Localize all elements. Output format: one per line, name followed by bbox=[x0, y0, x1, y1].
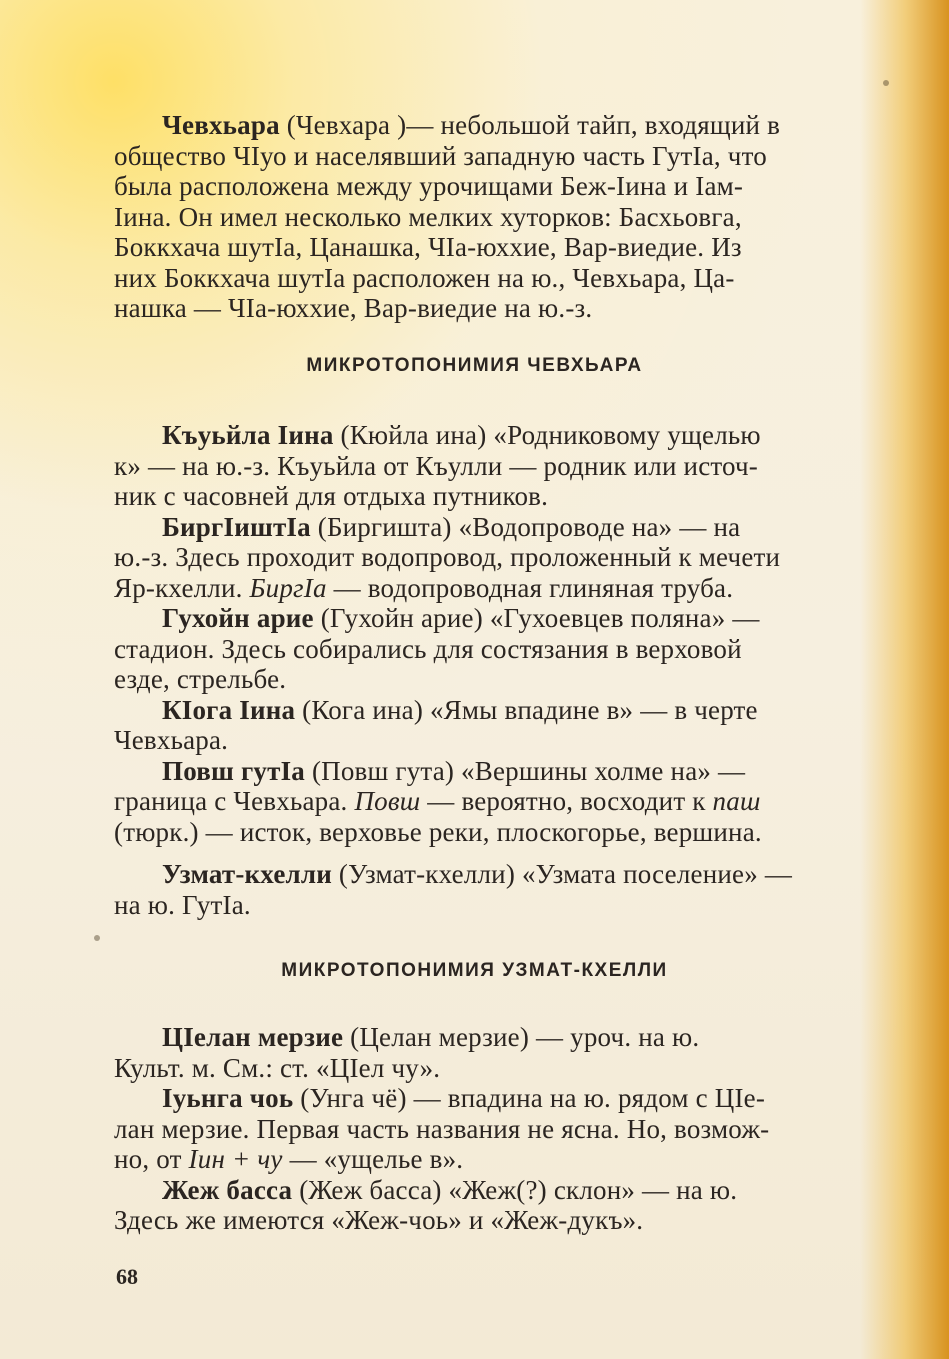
intro-line bbox=[114, 110, 930, 141]
entry-text: граница с Чевхьара. bbox=[114, 786, 355, 816]
entry-line bbox=[114, 1144, 930, 1175]
entry-line: Культ. м. См.: ст. «ЦIел чу». bbox=[114, 1052, 441, 1083]
section-heading-uzmat-khelli: МИКРОТОПОНИМИЯ УЗМАТ-КХЕЛЛИ bbox=[281, 960, 668, 981]
page-number: 68 bbox=[116, 1264, 138, 1289]
entry-line: стадион. Здесь собирались для состязания в верховой bbox=[114, 633, 742, 664]
entry-line bbox=[114, 1022, 930, 1053]
entry-line bbox=[114, 695, 930, 726]
entry-term: ЦIелан мерзие bbox=[162, 1022, 344, 1052]
entry-line bbox=[114, 1175, 930, 1206]
entry-line bbox=[114, 859, 930, 890]
intro-line: была расположена между урочищами Беж-Iина и Iам- bbox=[114, 171, 744, 201]
entry-term: Къуьйла Iина bbox=[162, 420, 334, 450]
print-speck bbox=[883, 80, 889, 86]
entry-line bbox=[114, 420, 930, 451]
entry-text: — «ущелье в». bbox=[282, 1144, 464, 1174]
intro-line: Боккхача шутIа, Цанашка, ЧIа-юххие, Вар-виедие. Из bbox=[114, 232, 742, 262]
entry-line: ю.-з. Здесь проходит водопровод, проложенный к мечети bbox=[114, 542, 781, 572]
entry-text: — вероятно, восходит к bbox=[420, 786, 713, 816]
entry-line: Здесь же имеются «Жеж-чоь» и «Жеж-дукъ». bbox=[114, 1205, 644, 1235]
entry-line bbox=[114, 786, 930, 817]
intro-line: Iина. Он имел несколько мелких хуторков: Басхьовга, bbox=[114, 201, 742, 232]
entry-text: но, от bbox=[114, 1144, 189, 1174]
entry-italic-term: БиргIа bbox=[249, 572, 327, 603]
intro-line: нашка — ЧIа-юххие, Вар-виедие на ю.-з. bbox=[114, 293, 593, 323]
entry-term: Узмат-кхелли bbox=[162, 859, 332, 889]
entry-term: Гухойн арие bbox=[162, 603, 314, 633]
entry-italic-term: Iин + чу bbox=[188, 1144, 283, 1174]
entry-term: Iуьнга чоь bbox=[162, 1083, 294, 1113]
entry-italic-term: Повш bbox=[354, 786, 421, 816]
intro-line-text: (Чевхара )— небольшой тайп, входящий в bbox=[279, 110, 781, 140]
entry-line: на ю. ГутIа. bbox=[114, 889, 251, 920]
entry-text: — водопроводная глиняная труба. bbox=[326, 572, 734, 603]
entry-line bbox=[114, 603, 930, 634]
entry-term: Жеж басса bbox=[162, 1174, 293, 1205]
entry-text: (Кога ина) «Ямы впадине в» — в черте bbox=[295, 694, 758, 725]
entry-text: (Биргишта) «Водопроводе на» — на bbox=[310, 511, 741, 542]
entry-term: КIога Iина bbox=[162, 694, 296, 725]
entry-term: Повш гутIа bbox=[162, 755, 305, 786]
intro-line: общество ЧIуо и населявший западную часть ГутIа, что bbox=[114, 140, 767, 171]
entry-line bbox=[114, 1083, 930, 1114]
entry-line: езде, стрельбе. bbox=[114, 664, 287, 694]
entry-line: лан мерзие. Первая часть названия не ясна. Но, возмож- bbox=[114, 1113, 770, 1144]
entry-line: (тюрк.) — исток, верховье реки, плоскогорье, вершина. bbox=[114, 816, 762, 847]
entry-line bbox=[114, 573, 930, 604]
entry-text: (Гухойн арие) «Гухоевцев поляна» — bbox=[313, 603, 760, 633]
intro-paragraph bbox=[114, 110, 930, 324]
entry-term: БиргIиштIа bbox=[162, 511, 311, 542]
entry-line: к» — на ю.-з. Къуьйла от Къулли — родник или источ- bbox=[114, 450, 758, 481]
entry-text: (Кюйла ина) «Родниковому ущелью bbox=[333, 420, 761, 450]
entry-line bbox=[114, 512, 930, 543]
entry-text: (Унга чё) — впадина на ю. рядом с ЦIе- bbox=[293, 1083, 766, 1113]
entry-text: (Повш гута) «Вершины холме на» — bbox=[305, 755, 746, 786]
intro-term: Чевхьара bbox=[162, 110, 280, 140]
entry-text: (Жеж басса) «Жеж(?) склон» — на ю. bbox=[292, 1174, 738, 1205]
entry-line: ник с часовней для отдыха путников. bbox=[114, 481, 549, 511]
entry-text: Яр-кхелли. bbox=[114, 572, 250, 603]
print-speck bbox=[94, 935, 100, 941]
section-1-entries bbox=[114, 420, 930, 920]
entry-line bbox=[114, 756, 930, 787]
entry-italic-term: паш bbox=[712, 786, 761, 816]
section-heading-chevhyara: МИКРОТОПОНИМИЯ ЧЕВХЬАРА bbox=[306, 355, 643, 376]
entry-line: Чевхьара. bbox=[114, 725, 229, 755]
entry-text: (Целан мерзие) — уроч. на ю. bbox=[343, 1022, 700, 1052]
section-2-entries bbox=[114, 1022, 930, 1236]
entry-text: (Узмат-кхелли) «Узмата поселение» — bbox=[331, 859, 793, 889]
intro-line: них Боккхача шутIа расположен на ю., Чевхьара, Ца- bbox=[114, 262, 735, 293]
